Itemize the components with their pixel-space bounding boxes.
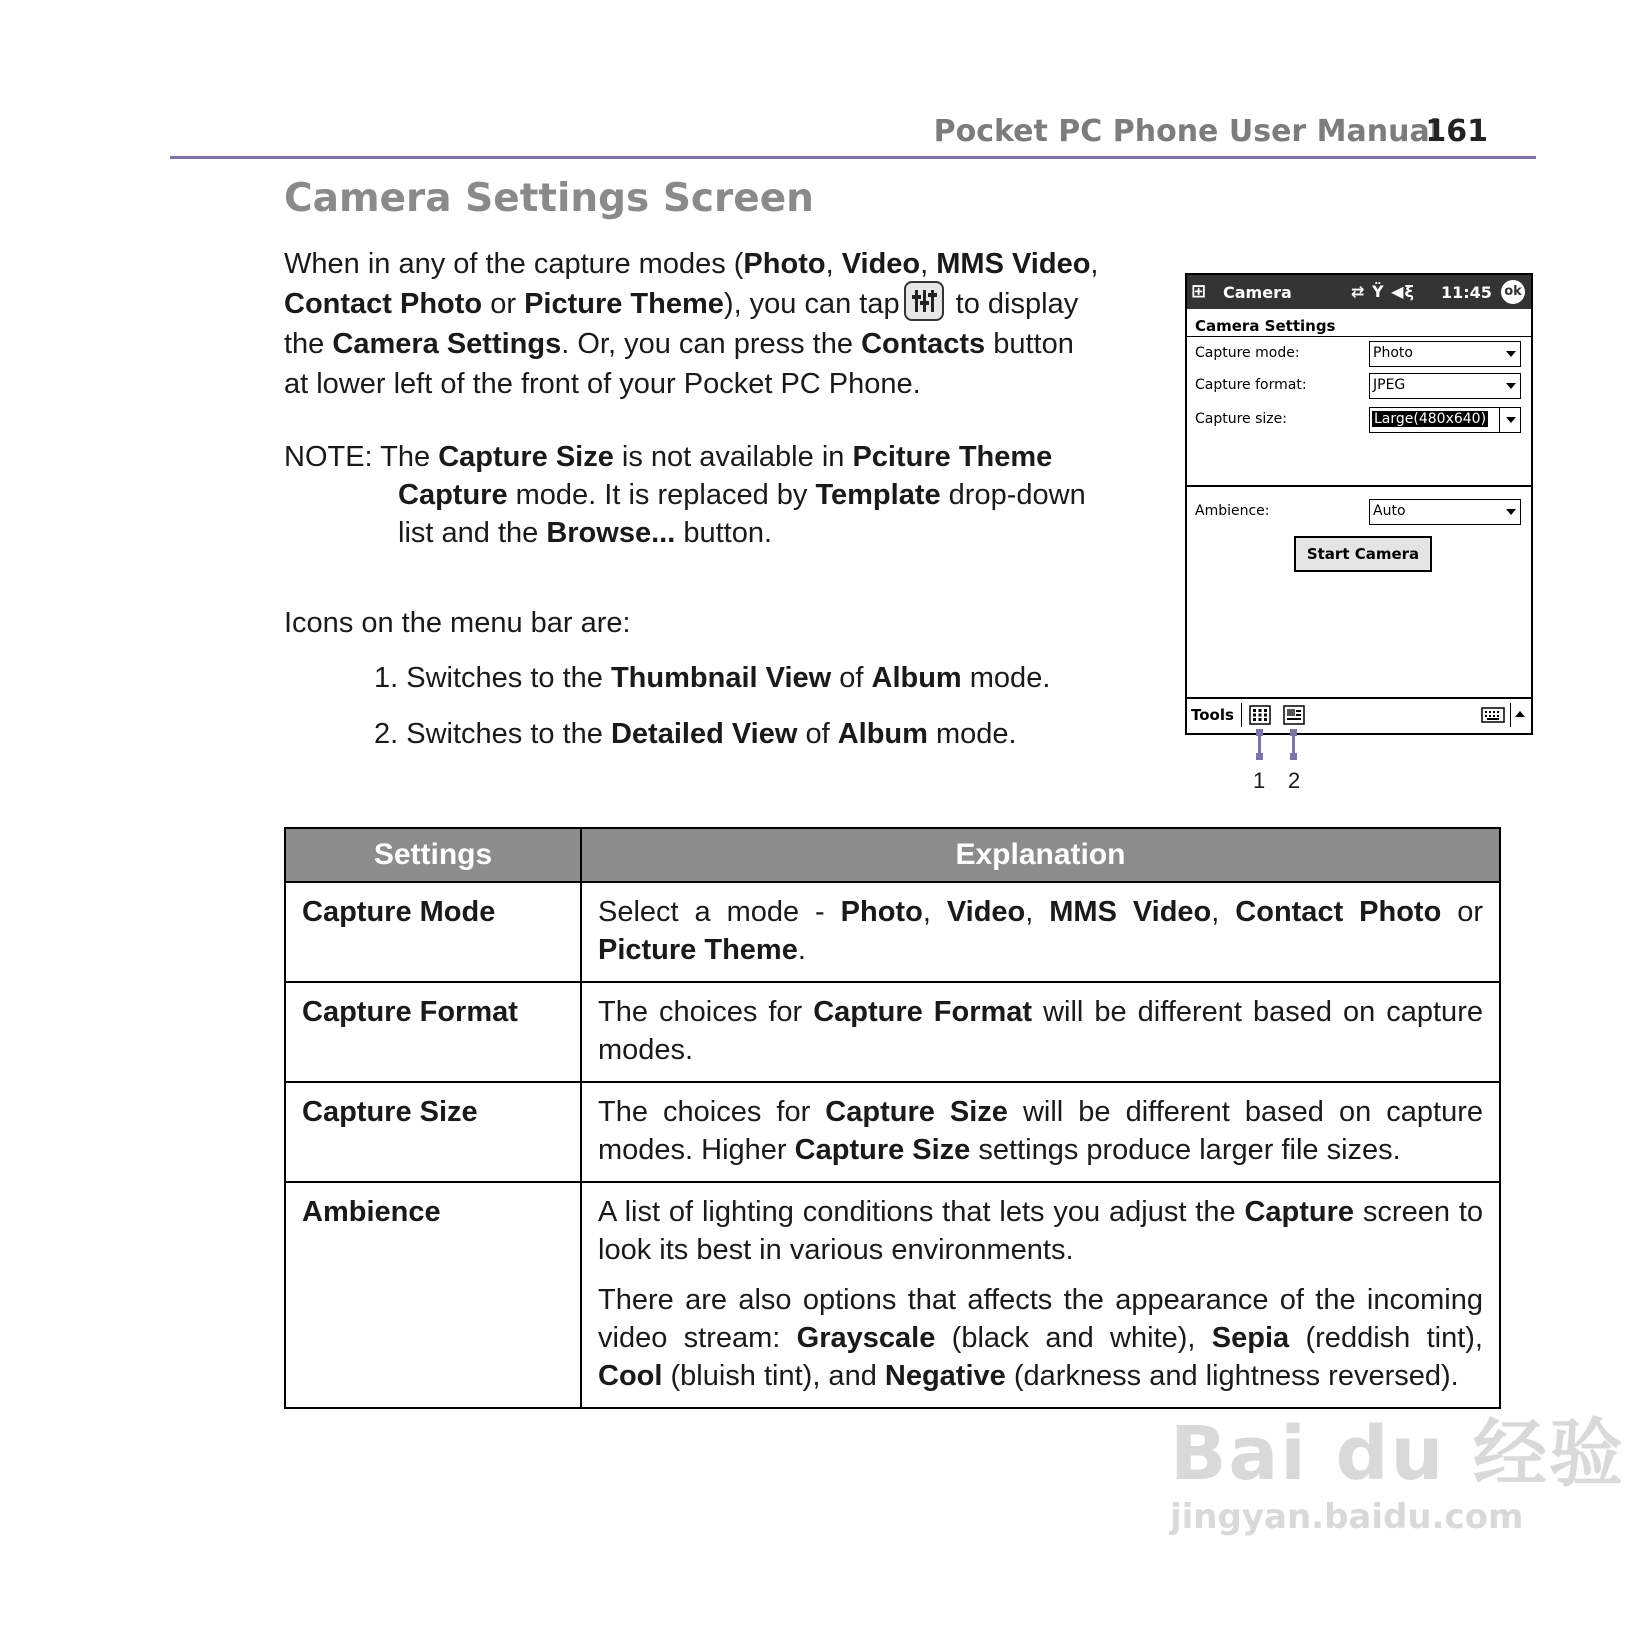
setting-name: Capture Mode	[285, 882, 581, 982]
section-divider	[1187, 485, 1531, 487]
status-icons[interactable]: ⇄ Ÿ ◀ξ	[1351, 282, 1415, 301]
callout-line-1	[1258, 733, 1261, 755]
windows-start-icon[interactable]: ⊞	[1191, 281, 1207, 302]
setting-explanation: A list of lighting conditions that lets you adjust the Capture screen to look its best in various environments. There are also options that affects the appearance of the incoming video stream: Grayscale (black and white), Sepia (reddish tint), Cool (bluish tint), and Negative (darkness and lightness reversed).	[581, 1182, 1500, 1408]
callout-line-2	[1292, 733, 1295, 755]
capture-format-dropdown[interactable]: JPEG	[1369, 373, 1521, 399]
setting-name: Capture Size	[285, 1082, 581, 1182]
thumbnail-view-icon[interactable]	[1249, 705, 1271, 725]
menu-bar	[1187, 697, 1531, 733]
watermark-logo: Bai du 经验	[1170, 1411, 1625, 1497]
setting-explanation: Select a mode - Photo, Video, MMS Video, Contact Photo or Picture Theme.	[581, 882, 1500, 982]
heading-divider	[1187, 336, 1531, 337]
settings-tools-icon[interactable]	[904, 281, 944, 321]
chevron-down-icon	[1506, 351, 1516, 357]
setting-name: Capture Format	[285, 982, 581, 1082]
callout-number-1: 1	[1253, 768, 1266, 793]
capture-mode-label: Capture mode:	[1195, 345, 1300, 361]
ambience-dropdown[interactable]: Auto	[1369, 499, 1521, 525]
note-paragraph: NOTE: The Capture Size is not available in Pciture Theme Capture mode. It is replaced by Template drop-down list and the Browse... button.	[284, 441, 1086, 549]
setting-name: Ambience	[285, 1182, 581, 1408]
icons-intro: Icons on the menu bar are:	[284, 607, 631, 639]
chevron-down-icon	[1506, 383, 1516, 389]
detailed-view-icon[interactable]	[1283, 705, 1305, 725]
section-title: Camera Settings Screen	[284, 176, 814, 221]
ambience-label: Ambience:	[1195, 503, 1270, 519]
capture-mode-dropdown[interactable]: Photo	[1369, 341, 1521, 367]
column-header-settings: Settings	[285, 828, 581, 882]
settings-table	[284, 827, 1501, 1409]
callout-dot-1	[1256, 753, 1263, 760]
app-title: Camera	[1223, 283, 1292, 302]
phone-title-bar	[1187, 275, 1531, 309]
manual-title: Pocket PC Phone User Manual	[933, 114, 1440, 149]
page-number: 161	[1425, 114, 1488, 149]
header-rule	[170, 156, 1536, 159]
chevron-down-icon	[1506, 417, 1516, 423]
ok-button[interactable]: ok	[1501, 280, 1525, 304]
table-row	[285, 1082, 1500, 1182]
tools-menu[interactable]: Tools	[1191, 706, 1234, 724]
setting-explanation: The choices for Capture Size will be different based on capture modes. Higher Capture Size settings produce larger file sizes.	[581, 1082, 1500, 1182]
setting-explanation: The choices for Capture Format will be different based on capture modes.	[581, 982, 1500, 1082]
capture-format-label: Capture format:	[1195, 377, 1307, 393]
camera-settings-screenshot	[1185, 273, 1533, 735]
start-camera-button[interactable]: Start Camera	[1294, 536, 1432, 572]
table-header-row	[285, 828, 1500, 882]
settings-heading: Camera Settings	[1195, 317, 1336, 335]
table-row	[285, 882, 1500, 982]
column-header-explanation: Explanation	[581, 828, 1500, 882]
table-row	[285, 982, 1500, 1082]
capture-size-label: Capture size:	[1195, 411, 1287, 427]
keyboard-icon[interactable]	[1481, 707, 1505, 723]
input-menu-arrow-icon[interactable]	[1515, 711, 1525, 717]
callout-number-2: 2	[1288, 768, 1301, 793]
watermark-url: jingyan.baidu.com	[1170, 1497, 1524, 1537]
table-row	[285, 1182, 1500, 1408]
capture-size-dropdown[interactable]: Large(480x640)	[1369, 407, 1521, 433]
callout-dot-2	[1290, 753, 1297, 760]
baidu-watermark	[1170, 1395, 1625, 1537]
list-item: 2. Switches to the Detailed View of Album mode.	[374, 718, 1017, 750]
clock[interactable]: 11:45	[1441, 283, 1492, 302]
chevron-down-icon	[1506, 509, 1516, 515]
list-item: 1. Switches to the Thumbnail View of Album mode.	[374, 662, 1051, 694]
intro-paragraph: When in any of the capture modes (Photo, Video, MMS Video, Contact Photo or Picture Theme), you can tap to display the Camera Settings. Or, you can press the Contacts button at lower left of the front of your Pocket PC Phone.	[284, 248, 1099, 400]
